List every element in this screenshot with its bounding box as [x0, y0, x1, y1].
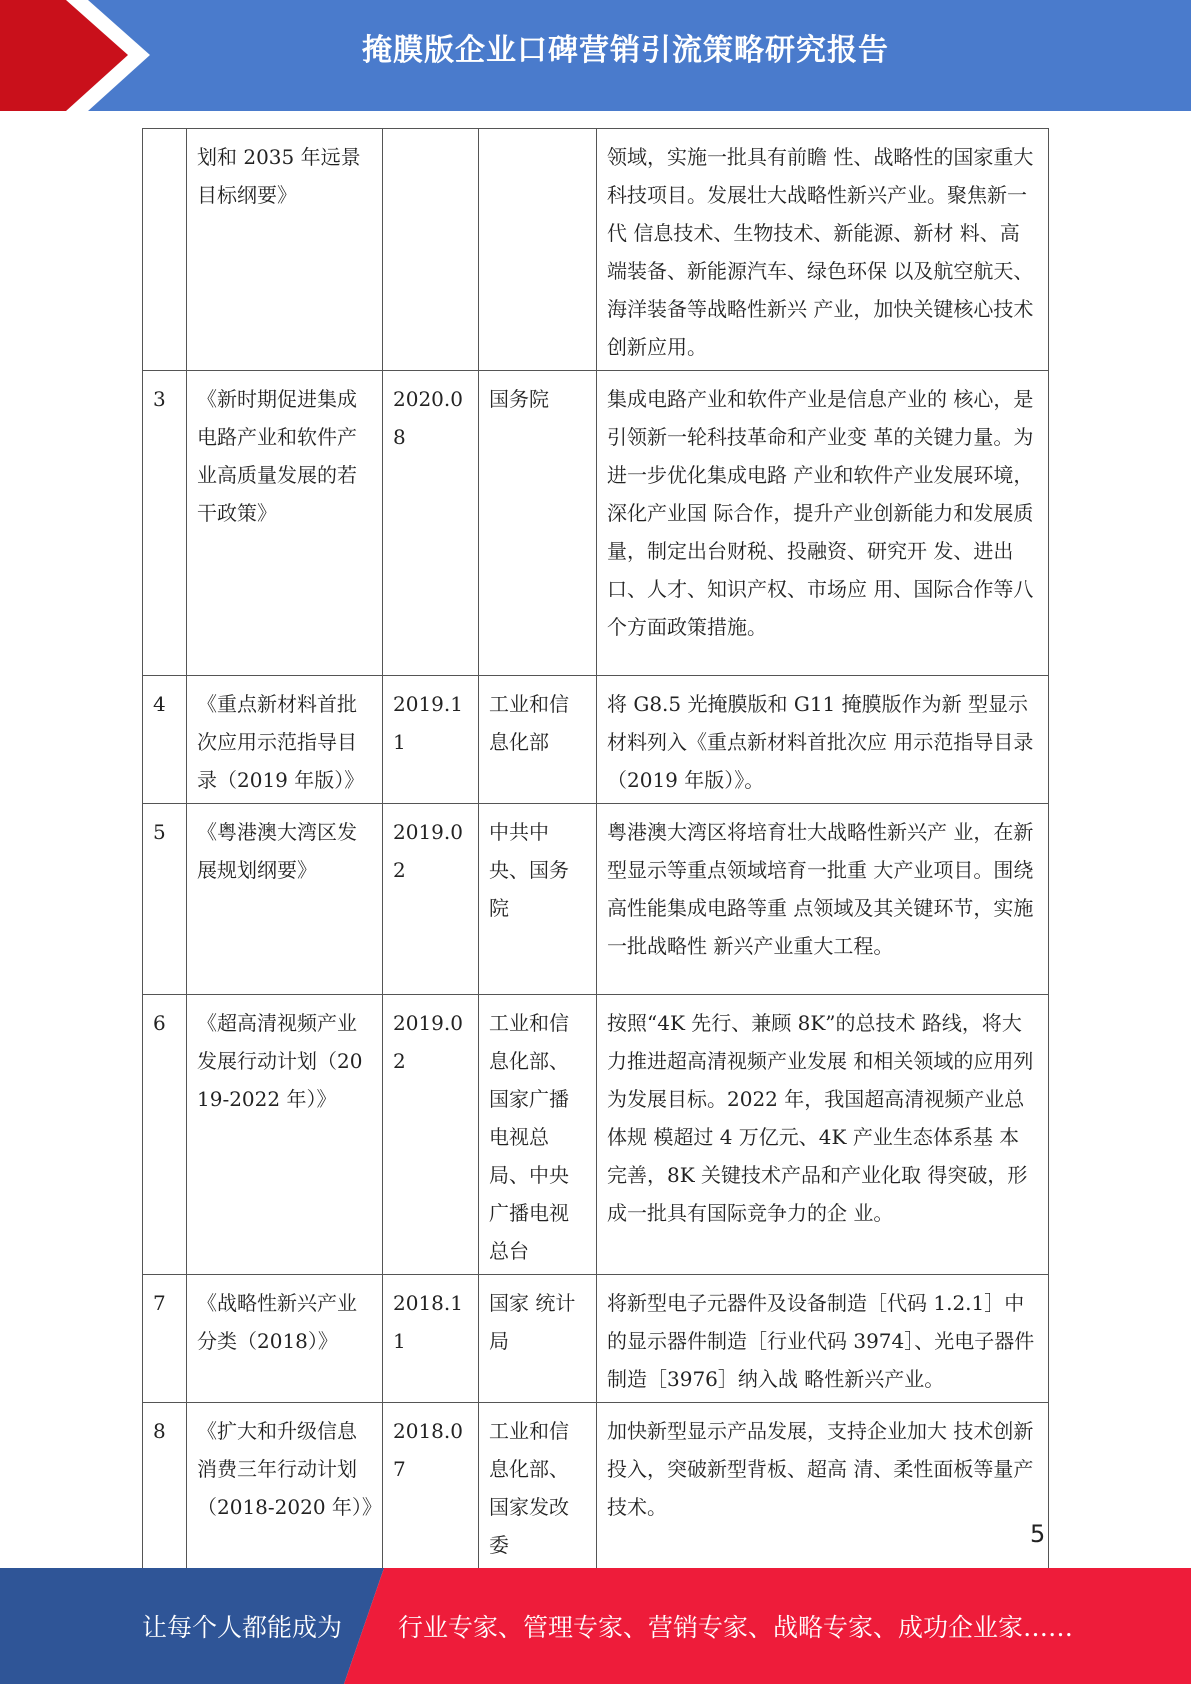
issuing-dept: 工业和信息化部、国家发改委 [479, 1403, 597, 1569]
table-row [143, 129, 1049, 371]
policy-content: 按照“4K 先行、兼顾 8K”的总技术 路线，将大力推进超高清视频产业发展 和相关领域的应用列为发展目标。2022 年，我国超高清视频产业总体规 模超过 4 万亿元、4K 产业生态体系基 本完善，8K 关键技术产品和产业化取 得突破，形成一批具有国际竞争力的企 业。 [597, 995, 1049, 1275]
policy-name: 《粤港澳大湾区发展规划纲要》 [187, 804, 383, 995]
release-date: 2018.07 [383, 1403, 479, 1569]
policy-name: 《战略性新兴产业分类（2018）》 [187, 1275, 383, 1403]
policy-name: 《重点新材料首批次应用示范指导目录（2019 年版）》 [187, 676, 383, 804]
row-number: 4 [143, 676, 187, 804]
release-date: 2020.08 [383, 371, 479, 676]
policy-content: 集成电路产业和软件产业是信息产业的 核心，是引领新一轮科技革命和产业变 革的关键力量。为进一步优化集成电路 产业和软件产业发展环境，深化产业国 际合作，提升产业创新能力和发展质 量，制定出台财税、投融资、研究开 发、进出口、人才、知识产权、市场应 用、国际合作等八个方面政策措施。 [597, 371, 1049, 676]
row-number: 6 [143, 995, 187, 1275]
release-date: 2018.11 [383, 1275, 479, 1403]
release-date: 2019.11 [383, 676, 479, 804]
row-number: 7 [143, 1275, 187, 1403]
table-row [143, 371, 1049, 676]
policy-table [142, 128, 1049, 1569]
policy-content: 将 G8.5 光掩膜版和 G11 掩膜版作为新 型显示材料列入《重点新材料首批次应 用示范指导目录（2019 年版）》。 [597, 676, 1049, 804]
policy-name: 《超高清视频产业发展行动计划（2019-2022 年）》 [187, 995, 383, 1275]
table-row [143, 804, 1049, 995]
footer-slogan-left: 让每个人都能成为 [142, 1613, 343, 1642]
table-row [143, 1275, 1049, 1403]
policy-content: 将新型电子元器件及设备制造［代码 1.2.1］中的显示器件制造［行业代码 3974］、光电子器件制造［3976］纳入战 略性新兴产业。 [597, 1275, 1049, 1403]
footer-slogan-right: 行业专家、管理专家、营销专家、战略专家、成功企业家…… [398, 1613, 1074, 1642]
table-row [143, 1403, 1049, 1569]
row-number: 8 [143, 1403, 187, 1569]
row-number: 5 [143, 804, 187, 995]
issuing-dept: 中共中央、国务院 [479, 804, 597, 995]
release-date: 2019.02 [383, 995, 479, 1275]
page-footer [0, 1568, 1191, 1684]
policy-content: 粤港澳大湾区将培育壮大战略性新兴产 业，在新型显示等重点领域培育一批重 大产业项目。围绕高性能集成电路等重 点领域及其关键环节，实施一批战略性 新兴产业重大工程。 [597, 804, 1049, 995]
issuing-dept: 工业和信息化部、国家广播电视总局、中央广播电视总台 [479, 995, 597, 1275]
issuing-dept: 国家 统计局 [479, 1275, 597, 1403]
table-row [143, 995, 1049, 1275]
policy-name: 《扩大和升级信息消费三年行动计划（2018-2020 年）》 [187, 1403, 383, 1569]
policy-name: 划和 2035 年远景目标纲要》 [187, 129, 383, 371]
policy-name: 《新时期促进集成电路产业和软件产业高质量发展的若干政策》 [187, 371, 383, 676]
policy-content: 加快新型显示产品发展，支持企业加大 技术创新投入，突破新型背板、超高 清、柔性面板等量产技术。 [597, 1403, 1049, 1569]
release-date [383, 129, 479, 371]
header-title: 掩膜版企业口碑营销引流策略研究报告 [362, 33, 889, 68]
page-number: 5 [1030, 1520, 1046, 1548]
page-header [0, 0, 1191, 111]
row-number: 3 [143, 371, 187, 676]
issuing-dept: 国务院 [479, 371, 597, 676]
issuing-dept: 工业和信息化部 [479, 676, 597, 804]
policy-content: 领域，实施一批具有前瞻 性、战略性的国家重大科技项目。发展壮大战略性新兴产业。聚焦新一代 信息技术、生物技术、新能源、新材 料、高端装备、新能源汽车、绿色环保 以及航空航天、海洋装备等战略性新兴 产业，加快关键核心技术创新应用。 [597, 129, 1049, 371]
row-number [143, 129, 187, 371]
release-date: 2019.02 [383, 804, 479, 995]
issuing-dept [479, 129, 597, 371]
table-row [143, 676, 1049, 804]
